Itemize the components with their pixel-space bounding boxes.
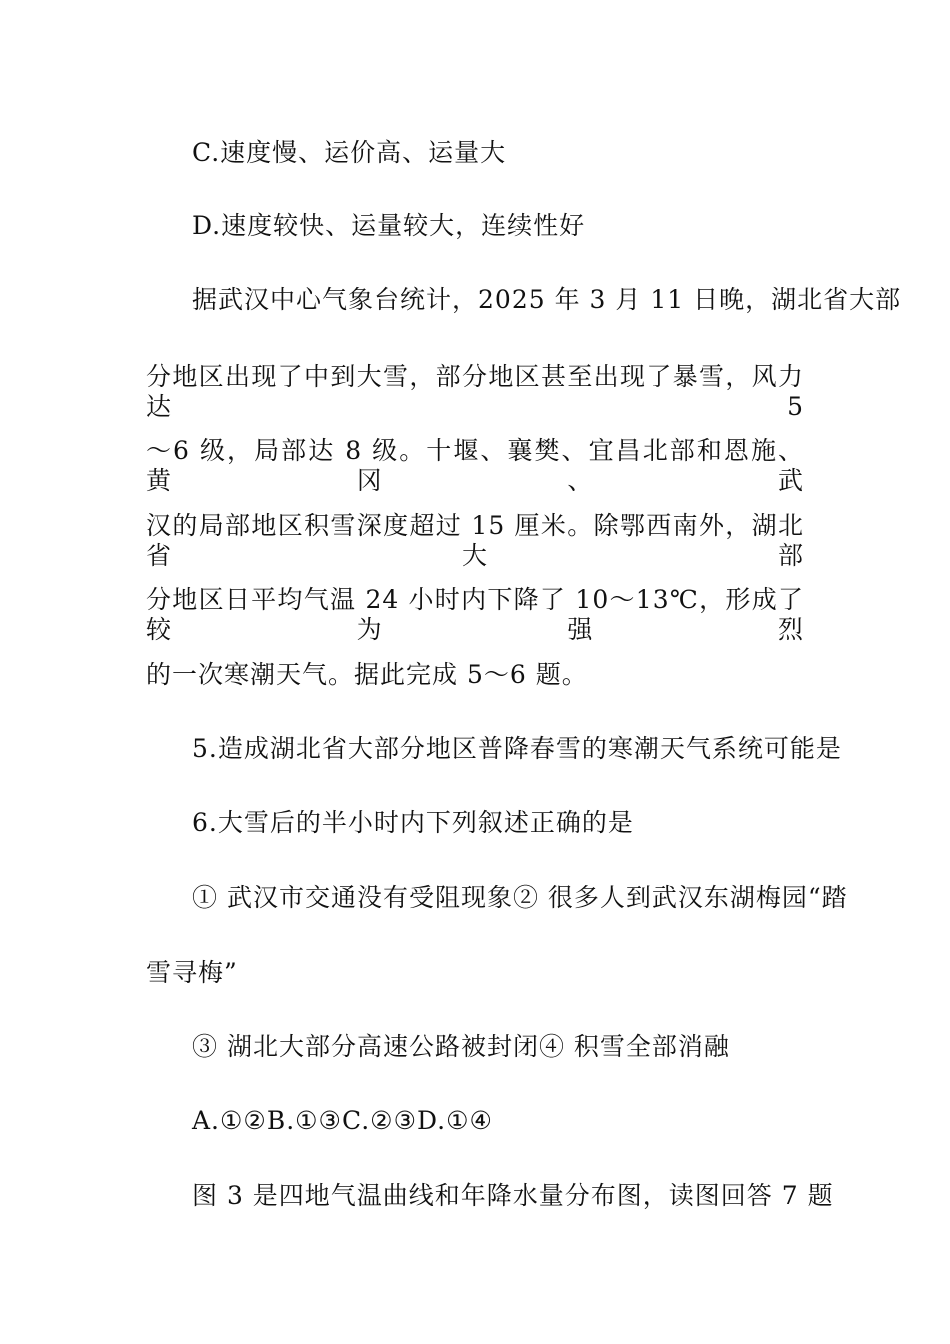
question-5: 5.造成湖北省大部分地区普降春雪的寒潮天气系统可能是 (192, 734, 842, 763)
answer-options: A.①②B.①③C.②③D.①④ (192, 1106, 493, 1135)
passage-line-6: 的一次寒潮天气。据此完成 5～6 题。 (146, 660, 588, 689)
passage-line-1: 据武汉中心气象台统计，2025 年 3 月 11 日晚，湖北省大部 (192, 285, 902, 314)
passage-line-3: ～6 级，局部达 8 级。十堰、襄樊、宜昌北部和恩施、黄冈、武 (146, 436, 804, 495)
option-d: D.速度较快、运量较大，连续性好 (192, 211, 586, 240)
statement-3-4: ③ 湖北大部分高速公路被封闭④ 积雪全部消融 (192, 1032, 730, 1061)
figure-3-intro: 图 3 是四地气温曲线和年降水量分布图，读图回答 7 题 (192, 1181, 834, 1210)
statement-2-cont: 雪寻梅” (146, 958, 238, 987)
option-c: C.速度慢、运价高、运量大 (192, 138, 507, 167)
question-6: 6.大雪后的半小时内下列叙述正确的是 (192, 808, 634, 837)
passage-line-2: 分地区出现了中到大雪，部分地区甚至出现了暴雪，风力达 5 (146, 362, 804, 421)
passage-line-5: 分地区日平均气温 24 小时内下降了 10～13℃，形成了较为强烈 (146, 585, 804, 644)
statement-1-2: ① 武汉市交通没有受阻现象② 很多人到武汉东湖梅园“踏 (192, 883, 848, 912)
passage-line-4: 汉的局部地区积雪深度超过 15 厘米。除鄂西南外，湖北省大部 (146, 511, 804, 570)
